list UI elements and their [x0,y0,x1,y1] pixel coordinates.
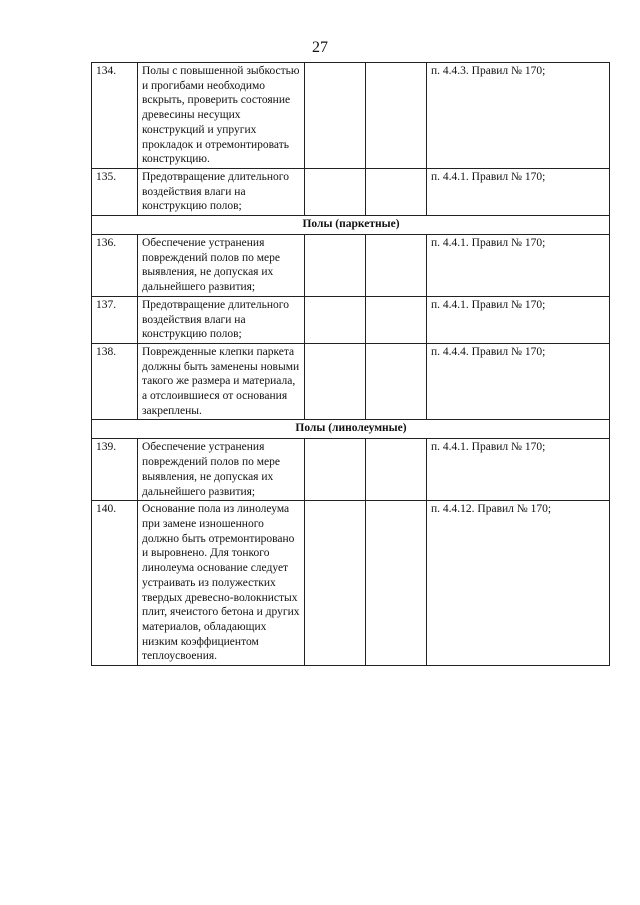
empty-cell [305,63,366,169]
rule-reference: п. 4.4.3. Правил № 170; [427,63,610,169]
section-heading: Полы (паркетные) [92,216,610,235]
empty-cell [305,168,366,215]
empty-cell [305,439,366,501]
table-row [92,343,610,420]
row-number: 140. [92,501,138,666]
empty-cell [366,343,427,420]
requirement-text: Полы с повышенной зыбкостью и прогибами необходимо вскрыть, проверить состояние древесины несущих конструкций и упругих прокладок и отремонтировать конструкцию. [138,63,305,169]
rule-reference: п. 4.4.1. Правил № 170; [427,168,610,215]
empty-cell [366,501,427,666]
requirement-text: Поврежденные клепки паркета должны быть заменены новыми такого же размера и материала, а отслоившиеся от основания закреплены. [138,343,305,420]
empty-cell [305,343,366,420]
rule-reference: п. 4.4.4. Правил № 170; [427,343,610,420]
table-row [92,439,610,501]
empty-cell [366,296,427,343]
row-number: 137. [92,296,138,343]
rule-reference: п. 4.4.1. Правил № 170; [427,235,610,297]
row-number: 138. [92,343,138,420]
row-number: 139. [92,439,138,501]
empty-cell [305,501,366,666]
requirement-text: Обеспечение устранения повреждений полов по мере выявления, не допуская их дальнейшего развития; [138,439,305,501]
empty-cell [366,235,427,297]
empty-cell [305,296,366,343]
table-row [92,235,610,297]
rule-reference: п. 4.4.12. Правил № 170; [427,501,610,666]
page-number: 27 [312,39,328,56]
row-number: 134. [92,63,138,169]
requirement-text: Предотвращение длительного воздействия влаги на конструкцию полов; [138,168,305,215]
table-row [92,63,610,169]
section-row [92,420,610,439]
requirement-text: Основание пола из линолеума при замене изношенного должно быть отремонтировано и выровнено. Для тонкого линолеума основание следует устраивать из полужестких твердых древесно-волокнистых плит, ячеистого бетона и других материалов, обладающих низким коэффициентом теплоусвоения. [138,501,305,666]
requirements-table [91,62,610,666]
requirement-text: Обеспечение устранения повреждений полов по мере выявления, не допуская их дальнейшего развития; [138,235,305,297]
empty-cell [366,439,427,501]
section-heading: Полы (линолеумные) [92,420,610,439]
table-row [92,501,610,666]
rule-reference: п. 4.4.1. Правил № 170; [427,439,610,501]
table-row [92,168,610,215]
row-number: 135. [92,168,138,215]
empty-cell [366,63,427,169]
row-number: 136. [92,235,138,297]
rule-reference: п. 4.4.1. Правил № 170; [427,296,610,343]
empty-cell [305,235,366,297]
empty-cell [366,168,427,215]
section-row [92,216,610,235]
table-row [92,296,610,343]
requirement-text: Предотвращение длительного воздействия влаги на конструкцию полов; [138,296,305,343]
